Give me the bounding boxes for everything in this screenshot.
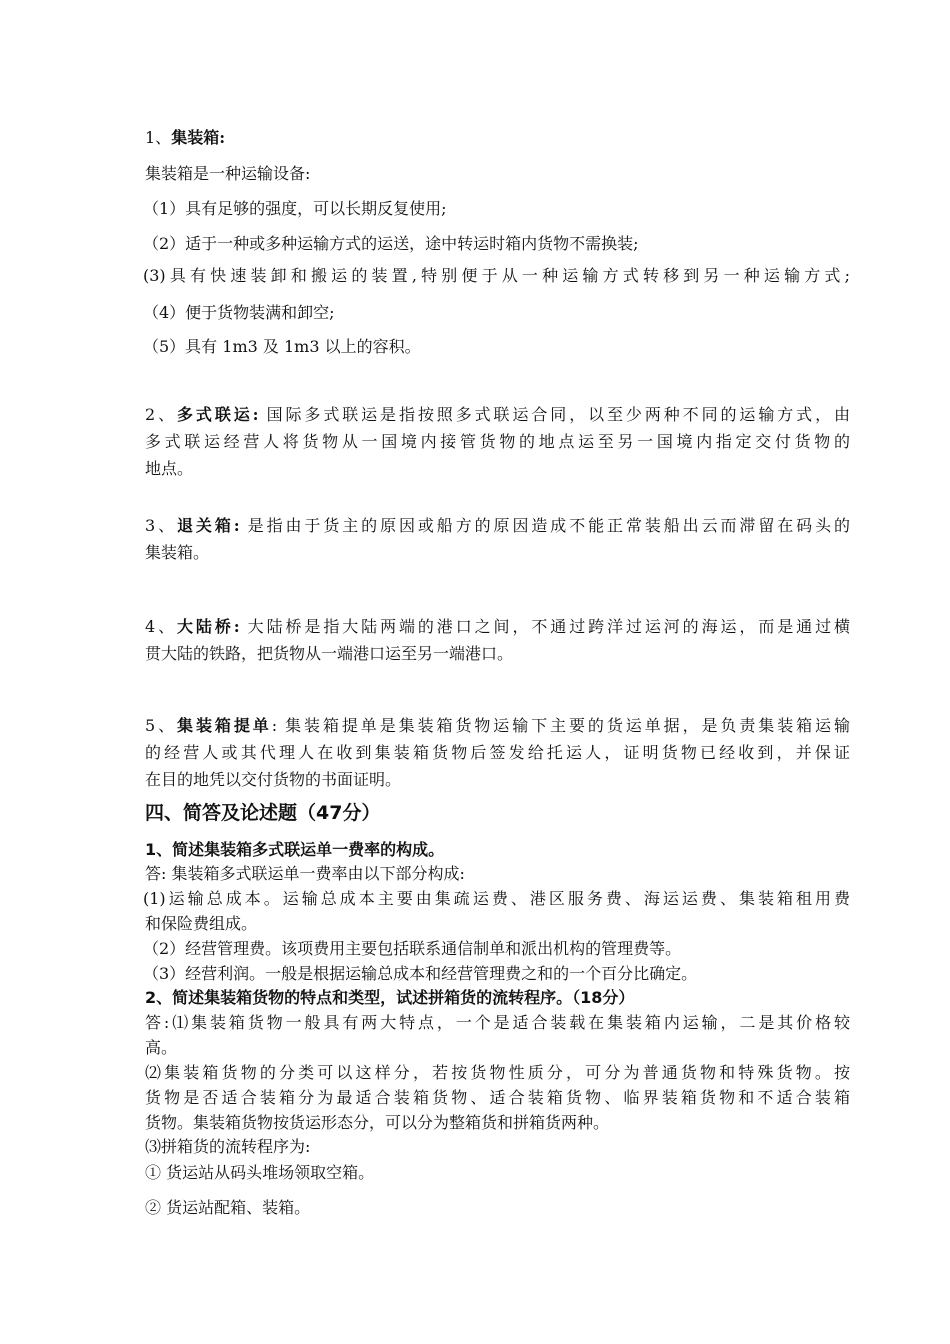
- q1-title: 1、简述集装箱多式联运单一费率的构成。: [145, 840, 445, 859]
- s1-item: （2）适于一种或多种运输方式的运送，途中转运时箱内货物不需换装;: [143, 234, 639, 253]
- q2-line: ① 货运站从码头堆场领取空箱。: [145, 1163, 375, 1182]
- q2-line: 高。: [145, 1038, 178, 1057]
- q2-line: ⑵集装箱货物的分类可以这样分，若按货物性质分，可分为普通货物和特殊货物。按: [145, 1063, 850, 1082]
- s4-text: 大陆桥是指大陆两端的港口之间，不通过跨洋过运河的海运，而是通过横: [239, 617, 850, 636]
- q1-line: （3）经营利润。一般是根据运输总成本和经营管理费之和的一个百分比确定。: [143, 964, 698, 983]
- s1-intro: 集装箱是一种运输设备:: [145, 164, 311, 183]
- s5-line-3: 在目的地凭以交付货物的书面证明。: [145, 770, 402, 789]
- s3-number: 3、: [145, 516, 178, 535]
- q2-line: 货物。集装箱货物按货运形态分，可以分为整箱货和拼箱货两种。: [145, 1113, 610, 1132]
- s2-line-2: 多式联运经营人将货物从一国境内接管货物的地点运至另一国境内指定交付货物的: [145, 432, 850, 451]
- q2-line: 货物是否适合装箱分为最适合装箱货物、适合装箱货物、临界装箱货物和不适合装箱: [145, 1088, 850, 1107]
- q2-title: 2、简述集装箱货物的特点和类型，试述拼箱货的流转程序。（18分）: [145, 988, 635, 1007]
- s3-text: 是指由于货主的原因或船方的原因造成不能正常装船出云而滞留在码头的: [239, 516, 850, 535]
- s3-title: 退关箱:: [177, 516, 240, 535]
- s1-number: 1、: [145, 128, 172, 147]
- s4-title: 大陆桥:: [177, 617, 240, 636]
- q1-line: （2）经营管理费。该项费用主要包括联系通信制单和派出机构的管理费等。: [143, 939, 682, 958]
- q2-line: ⑶拼箱货的流转程序为:: [145, 1137, 311, 1156]
- s5-title: 集装箱提单: [177, 716, 272, 735]
- s4-line-2: 贯大陆的铁路，把货物从一端港口运至另一端港口。: [145, 644, 514, 663]
- s1-title: 集装箱:: [171, 128, 226, 147]
- q2-line: ② 货运站配箱、装箱。: [145, 1198, 311, 1217]
- s1-item: (3)具有快速装卸和搬运的装置,特别便于从一种运输方式转移到另一种运输方式;: [143, 266, 850, 285]
- s2-line-3: 地点。: [145, 459, 194, 478]
- s1-item: （4）便于货物装满和卸空;: [143, 303, 335, 322]
- part4-heading: 四、简答及论述题（47分）: [145, 802, 381, 824]
- s5-number: 5、: [145, 716, 178, 735]
- q1-line: 和保险费组成。: [145, 914, 258, 933]
- s2-title: 多式联运:: [177, 405, 259, 424]
- s2-text: 国际多式联运是指按照多式联运合同，以至少两种不同的运输方式，由: [258, 405, 850, 424]
- s5-text: : 集装箱提单是集装箱货物运输下主要的货运单据，是负责集装箱运输: [271, 716, 850, 735]
- s3-line-1: [145, 516, 850, 536]
- s4-number: 4、: [145, 617, 178, 636]
- q2-line: 答:⑴集装箱货物一般具有两大特点，一个是适合装载在集装箱内运输，二是其价格较: [145, 1013, 850, 1032]
- s2-line-1: [145, 405, 850, 425]
- s1-heading: [145, 128, 850, 148]
- s4-line-1: [145, 617, 850, 637]
- s1-item: （5）具有 1m3 及 1m3 以上的容积。: [143, 337, 421, 356]
- s5-line-1: [145, 716, 850, 736]
- s2-number: 2、: [145, 405, 178, 424]
- q1-line: (1)运输总成本。运输总成本主要由集疏运费、港区服务费、海运运费、集装箱租用费: [143, 889, 850, 908]
- q1-line: 答: 集装箱多式联运单一费率由以下部分构成:: [145, 864, 465, 883]
- s1-item: （1）具有足够的强度，可以长期反复使用;: [143, 199, 447, 218]
- s3-line-2: 集装箱。: [145, 543, 210, 562]
- s5-line-2: 的经营人或其代理人在收到集装箱货物后签发给托运人，证明货物已经收到，并保证: [145, 743, 850, 762]
